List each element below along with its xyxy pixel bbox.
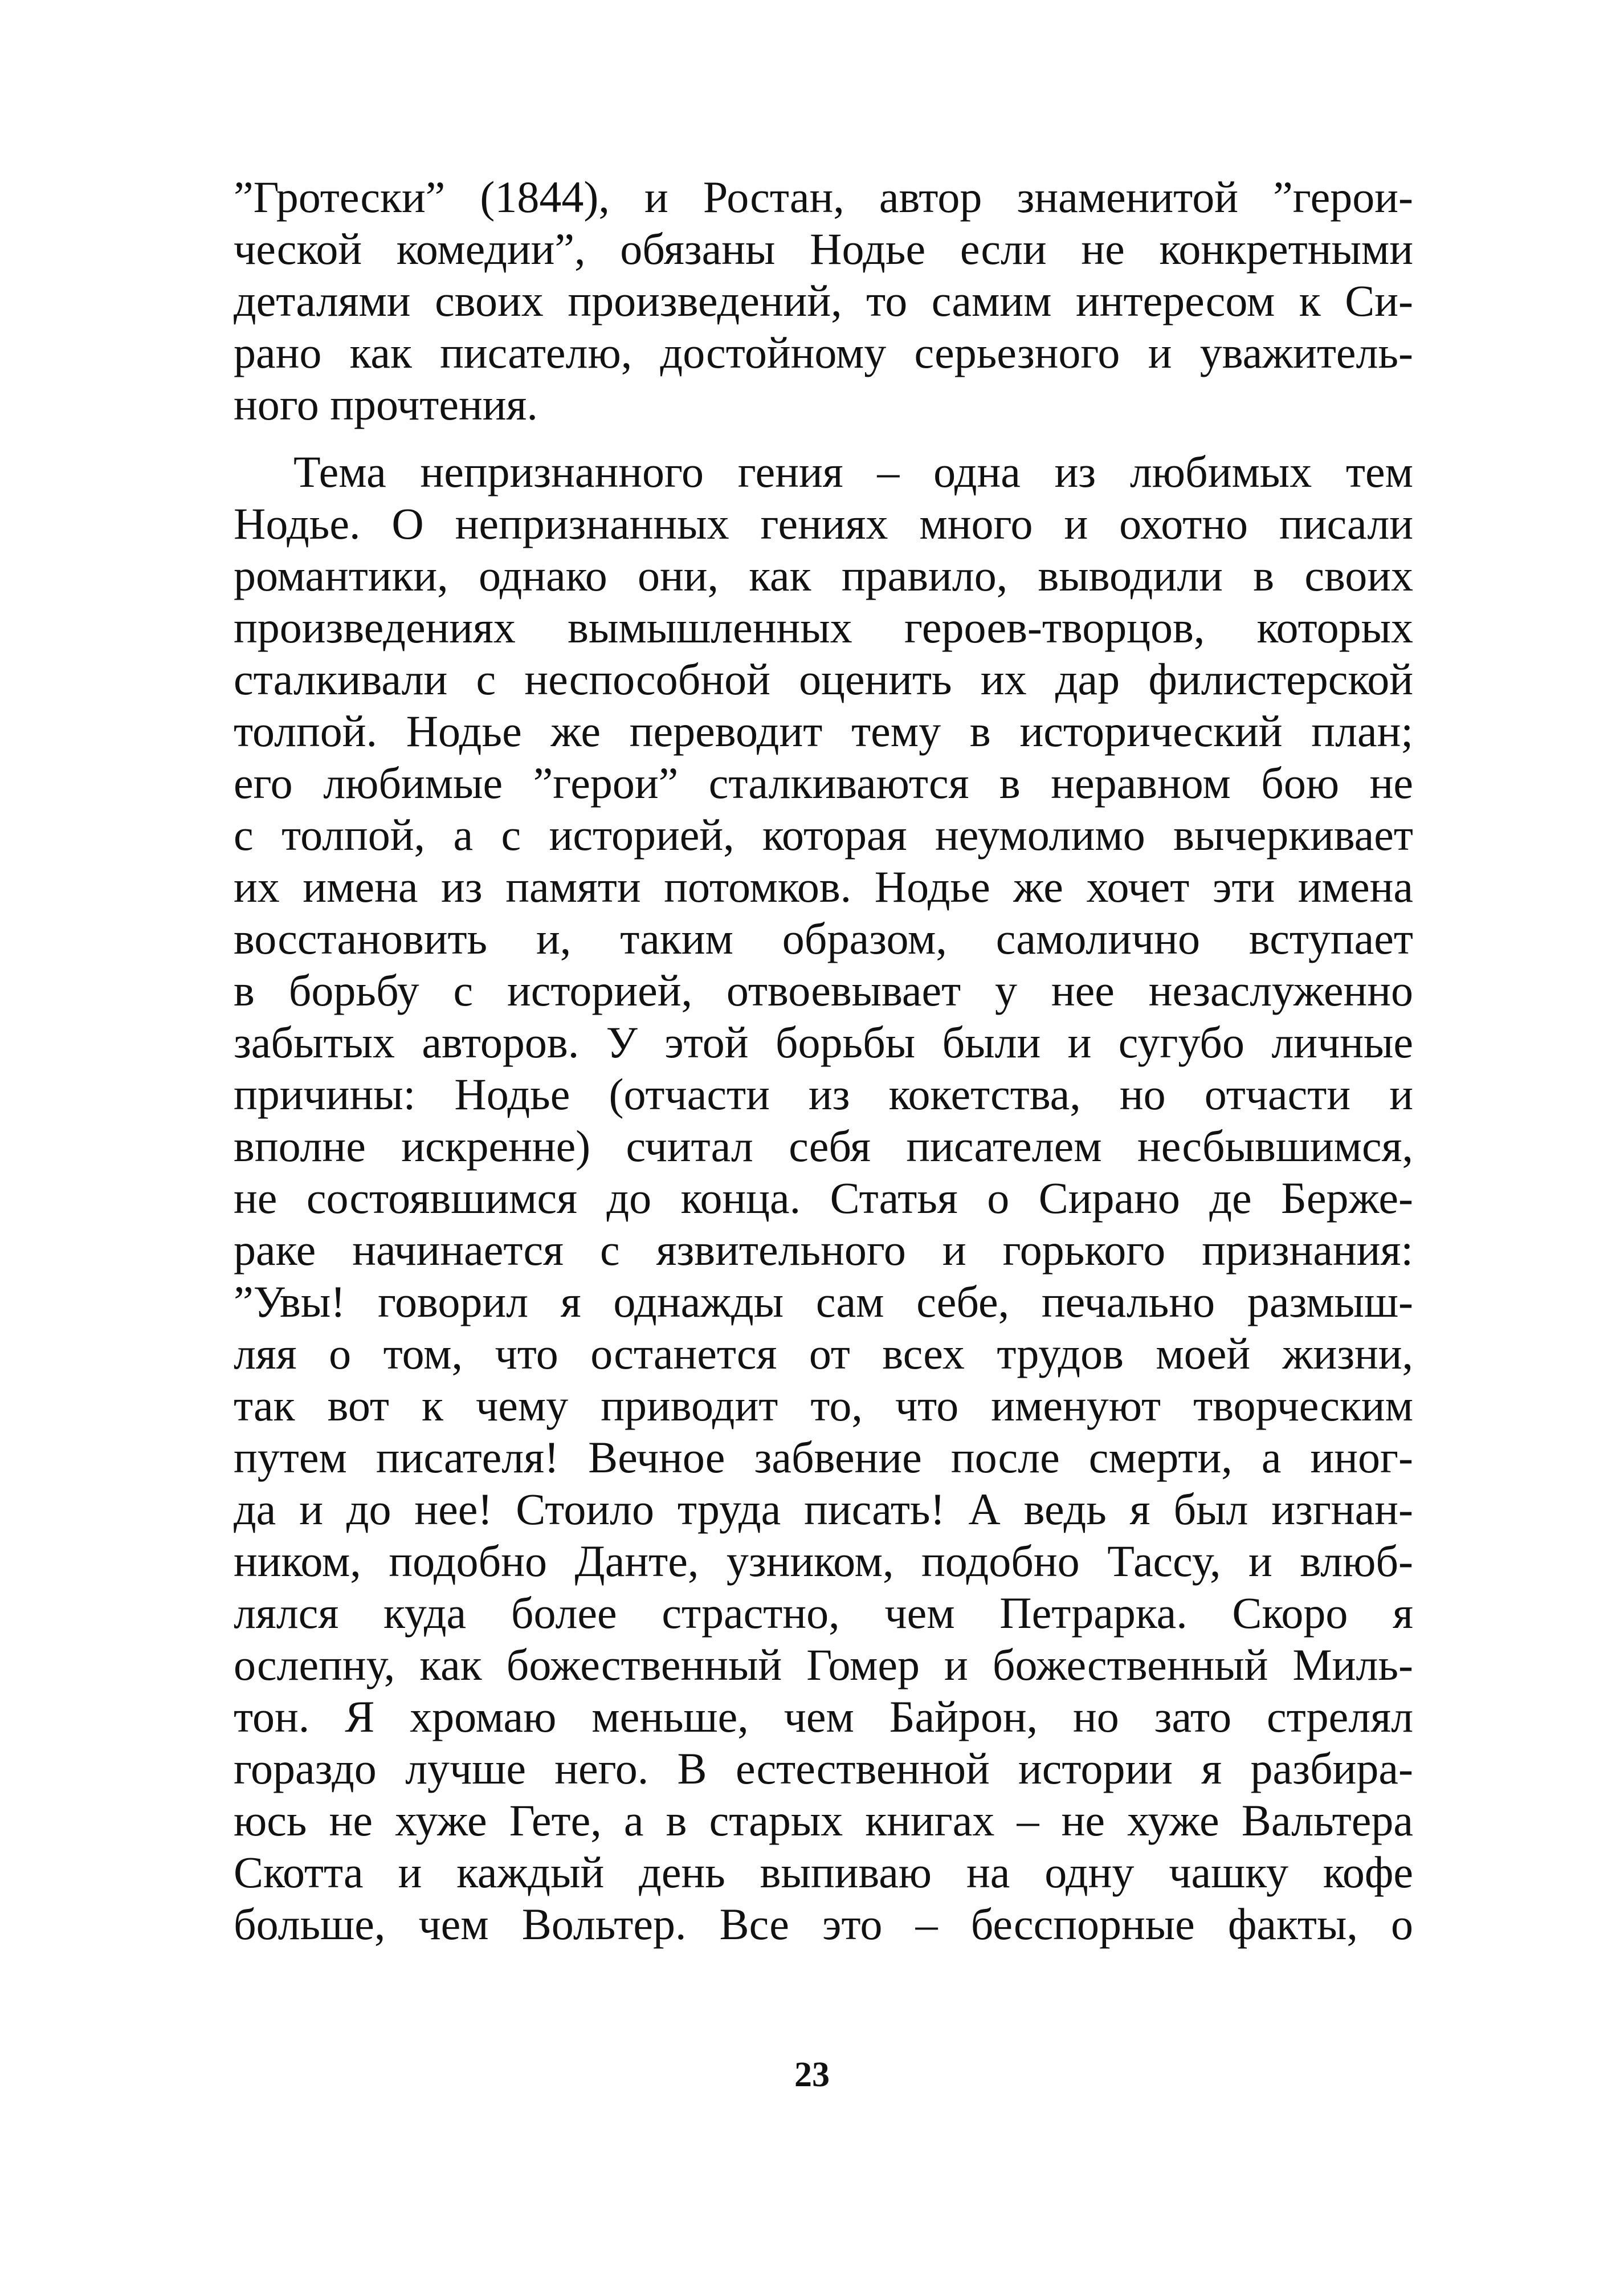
text-line: ослепну, как божественный Гомер и божественный Миль- (234, 1640, 1413, 1689)
text-line: причины: Нодье (отчасти из кокетства, но отчасти и (234, 1069, 1413, 1119)
text-line: ного прочтения. (234, 380, 538, 429)
text-line: с толпой, а с историей, которая неумолимо вычеркивает (234, 810, 1413, 860)
text-line: его любимые ”герои” сталкиваются в неравном бою не (234, 758, 1413, 808)
text-line: произведениях вымышленных героев-творцов, которых (234, 602, 1413, 652)
text-line: восстановить и, таким образом, самолично вступает (234, 914, 1413, 963)
text-line: Тема непризнанного гения – одна из любимых тем (293, 447, 1413, 496)
text-line: рано как писателю, достойному серьезного и уважитель- (234, 328, 1413, 377)
text-line: раке начинается с язвительного и горького признания: (234, 1225, 1413, 1275)
text-line: деталями своих произведений, то самим интересом к Си- (234, 276, 1413, 325)
text-line: больше, чем Вольтер. Все это – бесспорные факты, о (234, 1899, 1413, 1949)
text-line: юсь не хуже Гете, а в старых книгах – не хуже Вальтера (234, 1795, 1413, 1845)
text-line: да и до нее! Стоило труда писать! А ведь я был изгнан- (234, 1484, 1413, 1534)
text-line: путем писателя! Вечное забвение после смерти, а иног- (234, 1432, 1413, 1482)
text-line: забытых авторов. У этой борьбы были и сугубо личные (234, 1017, 1413, 1067)
text-line: Скотта и каждый день выпиваю на одну чашку кофе (234, 1847, 1413, 1897)
body-text (234, 171, 1413, 1950)
text-line: вполне искренне) считал себя писателем несбывшимся, (234, 1121, 1413, 1171)
text-line: не состоявшимся до конца. Статья о Сирано де Берже- (234, 1173, 1413, 1223)
paragraph-2 (234, 446, 1413, 1950)
text-line: их имена из памяти потомков. Нодье же хочет эти имена (234, 862, 1413, 911)
text-line: тон. Я хромаю меньше, чем Байрон, но зато стрелял (234, 1692, 1413, 1741)
text-line: в борьбу с историей, отвоевывает у нее незаслуженно (234, 966, 1413, 1015)
text-line: ником, подобно Данте, узником, подобно Тассу, и влюб- (234, 1536, 1413, 1586)
text-line: ”Гротески” (1844), и Ростан, автор знаменитой ”герои- (234, 172, 1413, 222)
paragraph-1 (234, 171, 1413, 430)
text-line: ляя о том, что останется от всех трудов моей жизни, (234, 1329, 1413, 1378)
text-line: ческой комедии”, обязаны Нодье если не конкретными (234, 224, 1413, 274)
text-line: ”Увы! говорил я однажды сам себе, печально размыш- (234, 1277, 1413, 1326)
text-line: сталкивали с неспособной оценить их дар филистерской (234, 654, 1413, 704)
text-line: романтики, однако они, как правило, выводили в своих (234, 551, 1413, 600)
paragraph-gap (234, 430, 1413, 446)
text-line: так вот к чему приводит то, что именуют творческим (234, 1381, 1413, 1430)
page-number: 23 (794, 2055, 830, 2094)
text-line: лялся куда более страстно, чем Петрарка. Скоро я (234, 1588, 1413, 1638)
text-line: толпой. Нодье же переводит тему в исторический план; (234, 706, 1413, 756)
text-line: Нодье. О непризнанных гениях много и охотно писали (234, 499, 1413, 548)
text-line: гораздо лучше него. В естественной истории я разбира- (234, 1744, 1413, 1793)
